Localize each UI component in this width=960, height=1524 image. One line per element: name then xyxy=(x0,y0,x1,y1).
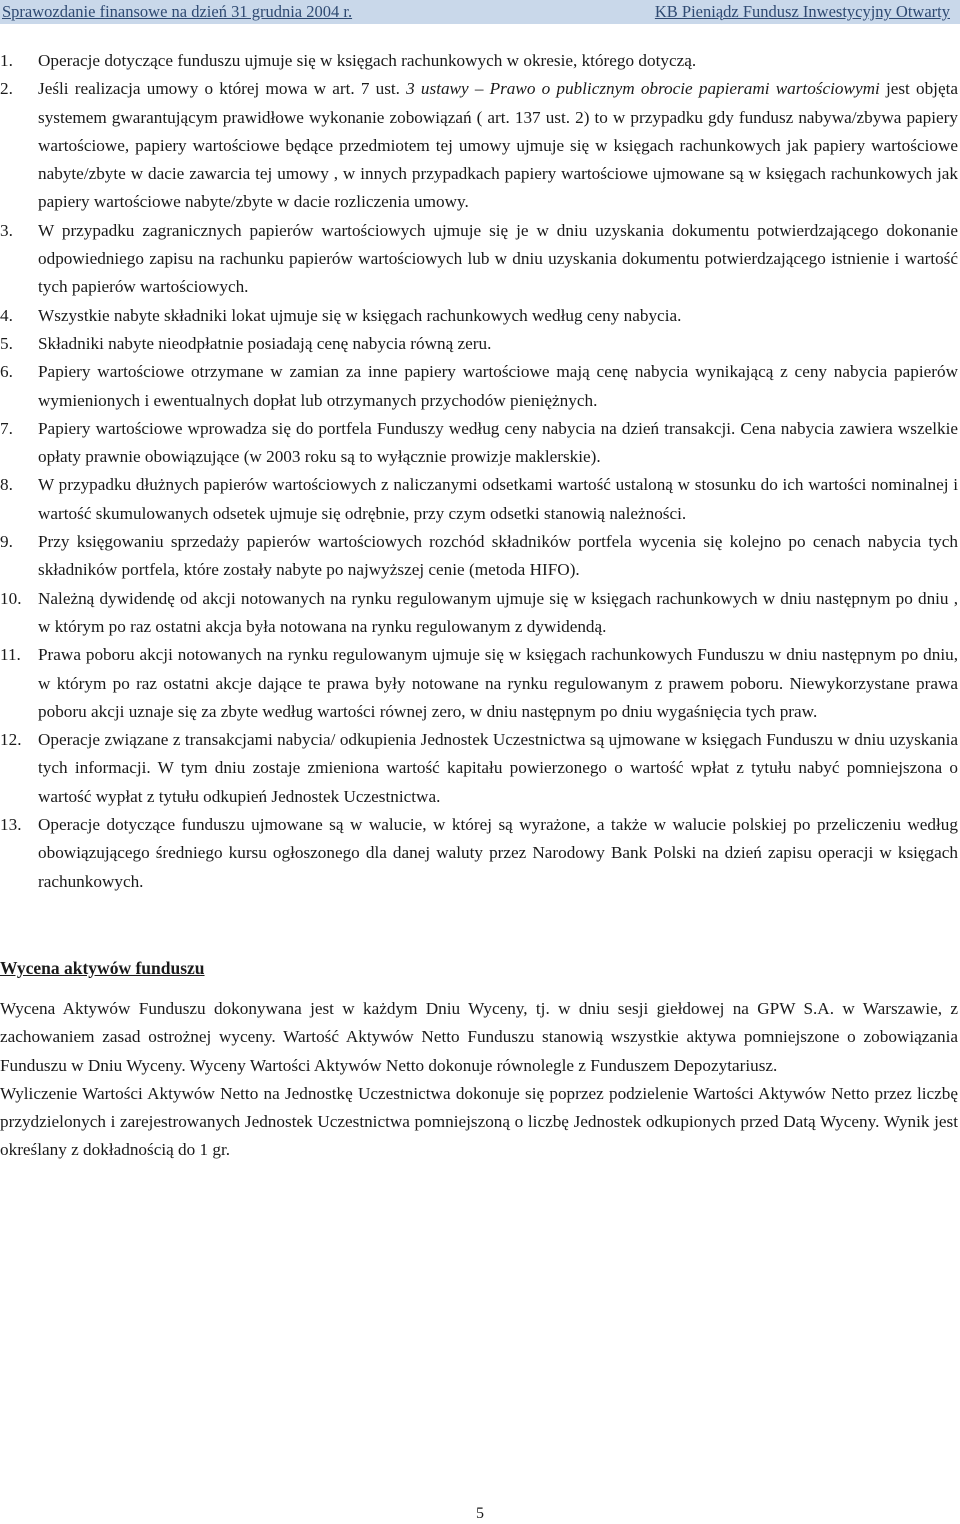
item-text: W przypadku zagranicznych papierów wartościowych ujmuje się je w dniu uzyskania dokumentu potwierdzającego dokonanie odpowiedniego zapisu na rachunku papierów wartościowych lub w dniu uzyskania dokumentu potwierdzającego istnienie i wartość tych papierów wartościowych. xyxy=(38,220,958,297)
list-item xyxy=(0,585,960,642)
list-item xyxy=(0,641,960,726)
item-number: 12. xyxy=(0,730,22,750)
policy-list xyxy=(0,47,960,896)
item-number: 2. xyxy=(0,79,13,99)
header-report-title: Sprawozdanie finansowe na dzień 31 grudnia 2004 r. xyxy=(2,2,353,21)
section-paragraph: Wycena Aktywów Funduszu dokonywana jest w każdym Dniu Wyceny, tj. w dniu sesji giełdowej na GPW S.A. w Warszawie, z zachowaniem zasad ostrożnej wyceny. Wartość Aktywów Netto Funduszu stanowią wszystkie aktywa pomniejszone o zobowiązania Funduszu w Dniu Wyceny. Wyceny Wartości Aktywów Netto dokonuje równolegle z Funduszem Depozytariusz. xyxy=(0,998,958,1075)
item-number: 4. xyxy=(0,305,13,325)
list-item xyxy=(0,726,960,811)
item-number: 7. xyxy=(0,418,13,438)
item-number: 9. xyxy=(0,532,13,552)
list-item xyxy=(0,528,960,585)
list-item xyxy=(0,358,960,415)
item-number: 10. xyxy=(0,588,22,608)
item-number: 11. xyxy=(0,645,21,665)
item-text: Składniki nabyte nieodpłatnie posiadają cenę nabycia równą zeru. xyxy=(38,333,492,353)
item-text: Operacje dotyczące funduszu ujmowane są w walucie, w której są wyrażone, a także w walucie polskiej po przeliczeniu według obowiązującego średniego kursu ogłoszonego dla danej waluty przez Narodowy Bank Polski na dzień zapisu operacji w księgach rachunkowych. xyxy=(38,815,958,891)
item-number: 13. xyxy=(0,815,22,835)
item-text: Operacje dotyczące funduszu ujmuje się w księgach rachunkowych w okresie, którego dotyczą. xyxy=(38,51,697,70)
item-text: Należną dywidendę od akcji notowanych na rynku regulowanym ujmuje się w księgach rachunkowych w dniu następnym po dniu , w którym po raz ostatni akcja była notowana na rynku regulowanym z dywidendą. xyxy=(38,588,958,636)
list-item xyxy=(0,330,960,358)
section-heading: Wycena aktywów funduszu xyxy=(0,957,205,978)
item-number: 6. xyxy=(0,362,13,382)
item-text: Operacje związane z transakcjami nabycia/ odkupienia Jednostek Uczestnictwa są ujmowane w księgach Funduszu w dniu uzyskania tych informacji. W tym dniu zostaje zmieniona wartość kapitału powierzonego o wartość wpłat z tytułu nabyć pomniejszona o wartość wypłat z tytułu odkupień Jednostek Uczestnictwa. xyxy=(38,730,958,806)
item-text: W przypadku dłużnych papierów wartościowych z naliczanymi odsetkami wartość ustaloną w stosunku do ich wartości nominalnej i wartość skumulowanych odsetek ujmuje się odrębnie, przy czym odsetki stanowią należności. xyxy=(38,475,958,523)
document-body xyxy=(0,47,960,1165)
header-fund-name: KB Pieniądz Fundusz Inwestycyjny Otwarty xyxy=(654,2,950,21)
item-text-end: jest objęta systemem gwarantującym prawidłowe wykonanie zobowiązań ( art. 137 ust. 2) to w przypadku gdy fundusz nabywa/zbywa papiery wartościowe, papiery wartościowe będące przedmiotem tej umowy ujmuje się w księgach rachunkowych jak papiery wartościowe nabyte/zbyte w dacie zawarcia tej umowy , w innych przypadkach papiery wartościowe ujmowane są w księgach rachunkowych jak papiery wartościowe nabyte/zbyte w dacie rozliczenia umowy. xyxy=(38,79,958,212)
list-item xyxy=(0,811,960,896)
item-text: Wszystkie nabyte składniki lokat ujmuje się w księgach rachunkowych według ceny nabycia. xyxy=(38,305,682,325)
item-text: Papiery wartościowe wprowadza się do portfela Funduszy według ceny nabycia na dzień transakcji. Cena nabycia zawiera wszelkie opłaty prawnie obowiązujące (w 2003 roku są to wyłącznie prowizje maklerskie). xyxy=(38,418,958,467)
item-text: Prawa poboru akcji notowanych na rynku regulowanym ujmuje się w księgach rachunkowych Funduszu w dniu następnym po dniu, w którym po raz ostatni akcje dające te prawa były notowane na rynku regulowanym z prawem poboru. Niewykorzystane prawa poboru akcji uznaje się za zbyte według wartości równej zero, w dniu następnym po dniu wygaśnięcia tych praw. xyxy=(38,645,958,721)
list-item xyxy=(0,217,960,302)
list-item xyxy=(0,471,960,528)
item-number: 8. xyxy=(0,475,13,495)
item-number: 1. xyxy=(0,51,13,70)
item-text: Przy księgowaniu sprzedaży papierów wartościowych rozchód składników portfela wycenia się kolejno po cenach nabycia tych składników portfela, które zostały nabyte po najwyższej cenie (metoda HIFO). xyxy=(38,532,958,580)
list-item xyxy=(0,75,960,216)
item-text-start: Jeśli realizacja umowy o której mowa w art. 7 ust. xyxy=(38,79,407,99)
list-item xyxy=(0,302,960,330)
section-paragraph: Wyliczenie Wartości Aktywów Netto na Jednostkę Uczestnictwa dokonuje się poprzez podzielenie Wartości Aktywów Netto przez liczbę przydzielonych i zarejestrowanych Jednostek Uczestnictwa pomniejszoną o liczbę Jednostek odkupionych przed Datą Wyceny. Wynik jest określany z dokładnością do 1 gr. xyxy=(0,1083,958,1160)
page-number: 5 xyxy=(476,1505,484,1522)
item-number: 3. xyxy=(0,220,13,240)
item-number: 5. xyxy=(0,333,13,353)
list-item xyxy=(0,415,960,472)
item-text: Papiery wartościowe otrzymane w zamian za inne papiery wartościowe mają cenę nabycia wynikającą z ceny nabycia papierów wymienionych i ewentualnych dopłat lub otrzymanych przychodów pieniężnych. xyxy=(38,362,958,410)
list-item xyxy=(0,47,960,75)
page-header xyxy=(0,0,960,24)
item-text-italic: 3 ustawy – Prawo o publicznym obrocie papierami wartościowymi xyxy=(406,79,880,99)
